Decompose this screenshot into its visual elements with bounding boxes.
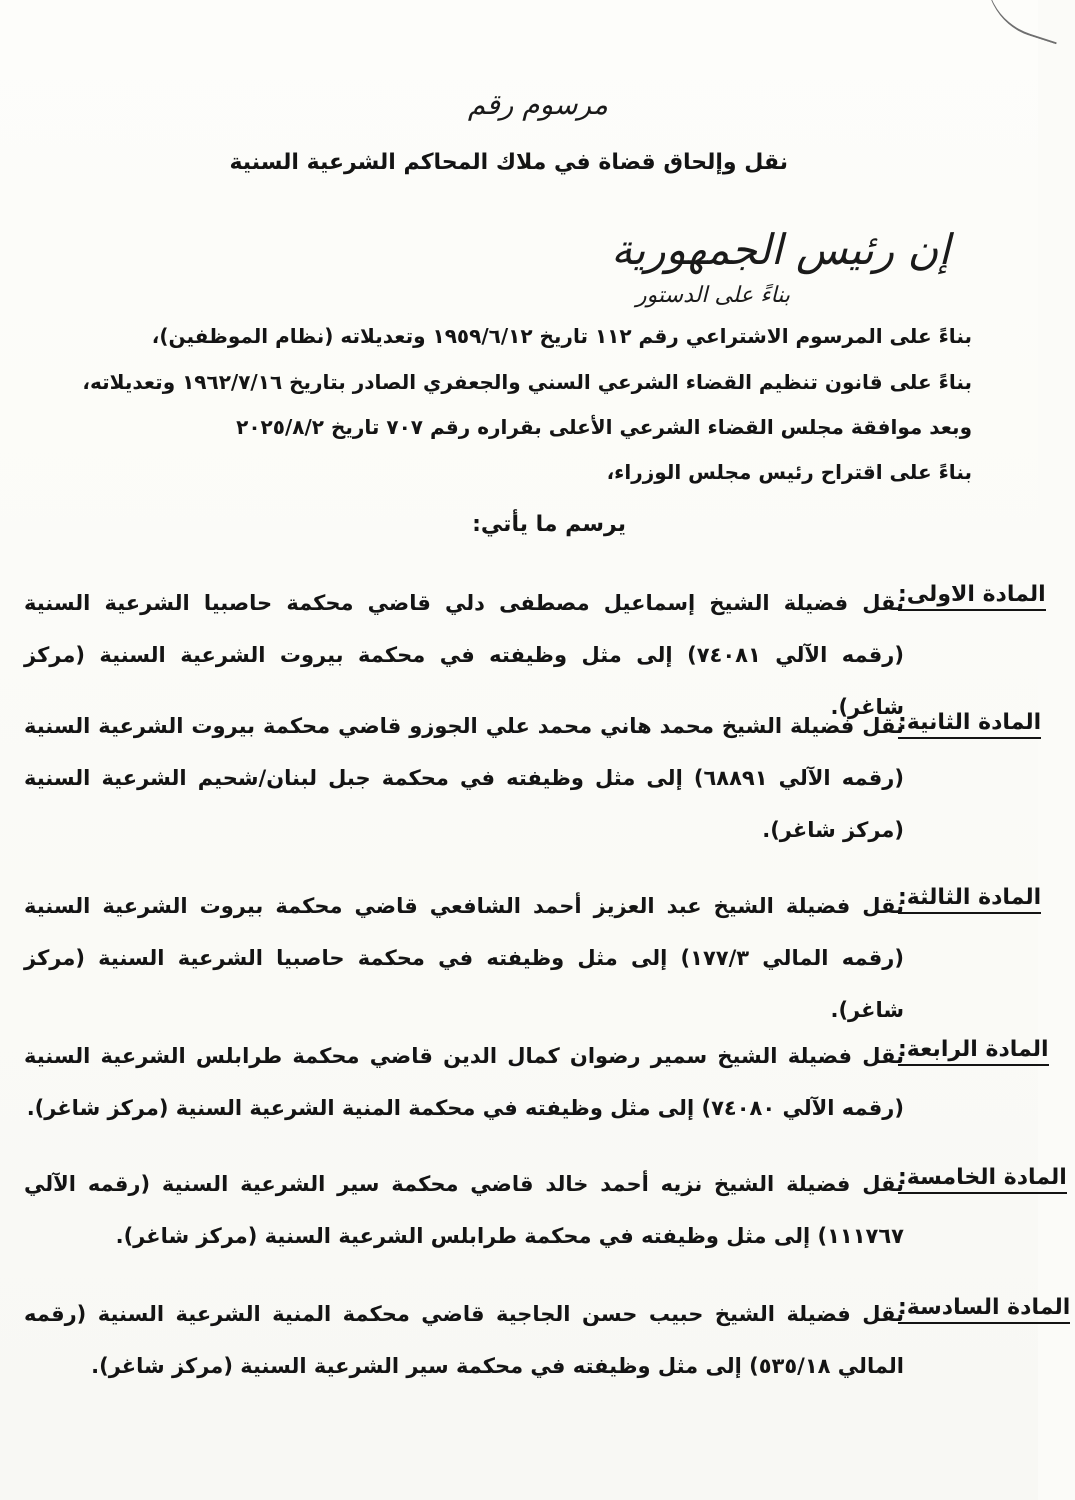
article-text: نقل فضيلة الشيخ سمير رضوان كمال الدين قاضي محكمة طرابلس الشرعية السنية (رقمه الآلي ٧٤٠٨٠) إلى مثل وظيفته في محكمة المنية الشرعية السنية (مركز شاغر). [24,1044,904,1120]
president-heading: إن رئيس الجمهورية [611,225,950,274]
article-label-text: المادة الاولى: [898,582,1046,611]
article-label-text: المادة الخامسة: [898,1165,1067,1194]
preamble-line: وبعد موافقة مجلس القضاء الشرعي الأعلى بقراره رقم ٧٠٧ تاريخ ٢٠٢٥/٨/٢ [236,415,972,439]
article-text: نقل فضيلة الشيخ حبيب حسن الجاجية قاضي محكمة المنية الشرعية السنية (رقمه المالي ٥٣٥/١٨) إلى مثل وظيفته في محكمة سير الشرعية السنية (مركز شاغر). [24,1302,904,1378]
article-label-text: المادة السادسة: [898,1295,1070,1324]
article-text: نقل فضيلة الشيخ عبد العزيز أحمد الشافعي قاضي محكمة بيروت الشرعية السنية (رقمه المالي ١٧٧/٣) إلى مثل وظيفته في محكمة حاصبيا الشرعية السنية (مركز شاغر). [24,894,904,1022]
page-corner-fold [971,0,1075,44]
article-text: نقل فضيلة الشيخ إسماعيل مصطفى دلي قاضي محكمة حاصبيا الشرعية السنية (رقمه الآلي ٧٤٠٨١) إلى مثل وظيفته في محكمة بيروت الشرعية السنية (مركز شاغر). [24,591,904,719]
constitution-basis: بناءً على الدستور [636,283,790,308]
article-label-text: المادة الثانية: [898,710,1041,739]
article-label [898,1165,1067,1194]
article-text: نقل فضيلة الشيخ محمد هاني محمد علي الجوزو قاضي محكمة بيروت الشرعية السنية (رقمه الآلي ٦٨٨٩١) إلى مثل وظيفته في محكمة جبل لبنان/شحيم الشرعية السنية (مركز شاغر). [24,714,904,842]
article-label [898,885,1042,914]
decrees-heading: يرسم ما يأتي: [472,512,626,537]
article-label [898,1037,1049,1066]
article-label [898,582,1046,611]
preamble-line: بناءً على المرسوم الاشتراعي رقم ١١٢ تاريخ ١٩٥٩/٦/١٢ وتعديلاته (نظام الموظفين)، [151,324,972,348]
article-text: نقل فضيلة الشيخ نزيه أحمد خالد قاضي محكمة سير الشرعية السنية (رقمه الآلي ١١١٧٦٧) إلى مثل وظيفته في محكمة طرابلس الشرعية السنية (مركز شاغر). [24,1172,904,1248]
article-label-text: المادة الثالثة: [898,885,1041,914]
article-label [898,1295,1071,1324]
article-label [898,710,1042,739]
preamble-line: بناءً على اقتراح رئيس مجلس الوزراء، [606,460,972,484]
preamble-line: بناءً على قانون تنظيم القضاء الشرعي السني والجعفري الصادر بتاريخ ١٩٦٢/٧/١٦ وتعديلاته، [82,370,972,394]
decree-number-label: مرسوم رقم [467,88,608,121]
decree-title: نقل وإلحاق قضاة في ملاك المحاكم الشرعية السنية [229,150,788,175]
article-label-text: المادة الرابعة: [898,1037,1049,1066]
